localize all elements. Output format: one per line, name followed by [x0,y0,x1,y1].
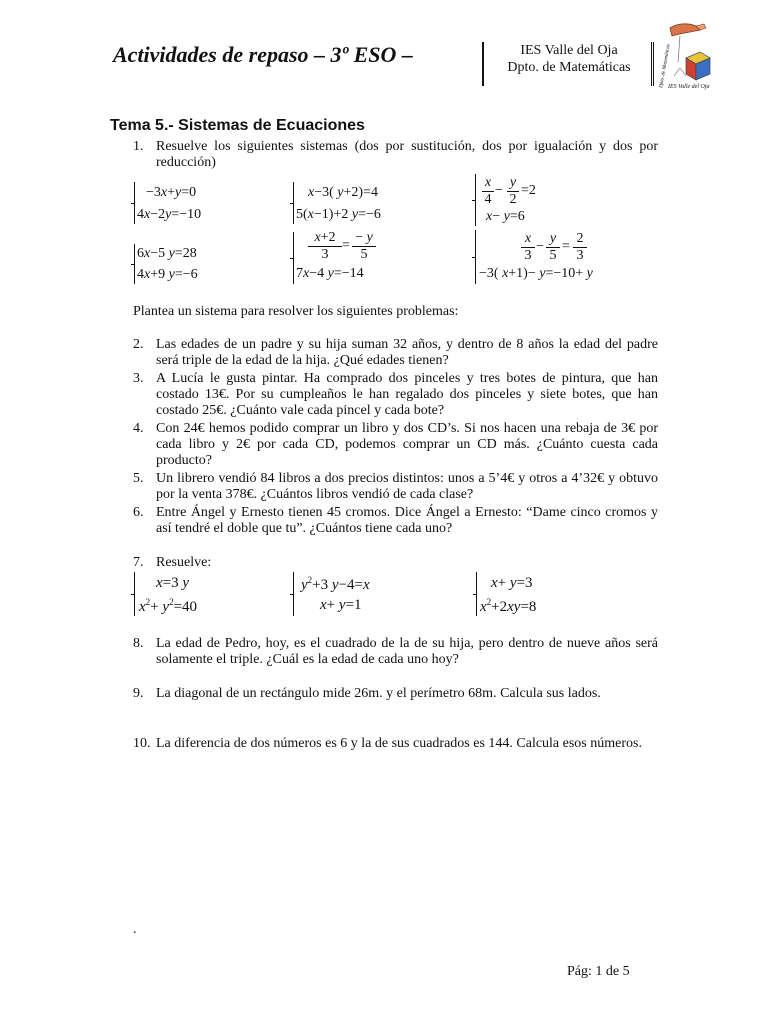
exercise-5-text: Un librero vendió 84 libros a dos precios distintos: unos a 5’4€ y otros a 4’32€ y obtuvo por la venta 378€. ¿Cuántos libros vendió de cada clase? [156,471,658,502]
system-brace [134,244,135,284]
equation: x+ y=1 [320,597,362,613]
exercise-number: 4. [133,421,144,436]
system-brace [293,182,294,224]
department-name: Dpto. de Matemáticas [507,60,631,75]
system-brace [476,572,477,616]
problems-intro: Plantea un sistema para resolver los siguientes problemas: [133,304,459,319]
system-brace [134,182,135,224]
school-name: IES Valle del Oja [520,43,618,58]
equation: x=3 y [156,575,190,591]
exercise-number: 7. [133,555,144,570]
operator: − [495,183,503,198]
fraction: $\frac{y}{2}$ [507,175,519,208]
exercise-number: 3. [133,371,144,386]
equation: −3x+y=0 [146,185,197,200]
equation: 4x+9 y=−6 [137,267,198,282]
fraction: $\frac{x}{3}$ [521,231,535,264]
exercise-1-text: Resuelve los siguientes sistemas (dos por sustitución, dos por igualación y dos por reducción) [156,139,658,170]
equation: $x^2+ y^2=40$ [139,597,198,615]
exercise-number: 2. [133,337,144,352]
operator: = [342,238,350,253]
fraction: $\frac{2}{3}$ [573,231,587,264]
header-divider [482,42,484,86]
equation: 6x−5 y=28 [137,246,197,261]
exercise-number: 1. [133,139,144,154]
department-logo [656,18,718,94]
equation: 5(x−1)+2 y=−6 [296,207,381,222]
system-brace [475,230,476,284]
exercise-number: 9. [133,686,144,701]
exercise-2-text: Las edades de un padre y su hija suman 32 años, y dentro de 8 años la edad del padre será triple de la edad de la hija. ¿Qué edades tienen? [156,337,658,368]
logo-vertical-text: Dpto. de Matemáticas [659,43,672,89]
system-brace [293,232,294,284]
fraction: $\frac{y}{5}$ [546,231,560,264]
fraction: $\frac{x+2}{3}$ [308,230,342,263]
equation: −3( x+1)− y=−10+ y [479,266,593,281]
system-brace [475,174,476,226]
equation: x−3( y+2)=4 [308,185,378,200]
exercise-10-text: La diferencia de dos números es 6 y la de sus cuadrados es 144. Calcula esos números. [156,736,642,751]
footer-dot: . [133,922,137,937]
page-number: Pág: 1 de 5 [567,964,630,979]
logo-caption: IES Valle del Oja [668,84,710,90]
equation: x+ y=3 [491,575,533,591]
operator: − [536,239,544,254]
exercise-number: 6. [133,505,144,520]
equation: $y^2+3$ y−4=x [301,575,370,593]
topic-heading: Tema 5.- Sistemas de Ecuaciones [110,117,365,134]
exercise-3-text: A Lucía le gusta pintar. Ha comprado dos pinceles y tres botes de pintura, que han costado 13€. Por su cumpleaños le han regalado dos pinceles y siete botes, que han costado 25€. ¿Cuánto vale cada pincel y cada bote? [156,371,658,418]
equation: 7x−4 y=−14 [296,266,364,281]
header-divider-double [651,42,654,86]
document-title: Actividades de repaso – 3º ESO – [113,42,413,67]
exercise-4-text: Con 24€ hemos podido comprar un libro y dos CD’s. Si nos hacen una rebaja de 3€ por cada libro y 2€ por cada CD, podemos comprar un CD más. ¿Cuánto cuesta cada producto? [156,421,658,468]
equation: $x^2+2xy=8$ [480,597,537,615]
operator: = [562,239,570,254]
fraction: $\frac{x}{4}$ [482,175,494,208]
exercise-8-text: La edad de Pedro, hoy, es el cuadrado de la de su hija, pero dentro de nueve años será solamente el triple. ¿Cuál es la edad de cada uno hoy? [156,636,658,667]
exercise-9-text: La diagonal de un rectángulo mide 26m. y el perímetro 68m. Calcula sus lados. [156,686,601,701]
system-brace [293,572,294,616]
exercise-number: 8. [133,636,144,651]
fraction: $\frac{- y}{5}$ [352,230,376,263]
operator: =2 [521,183,536,198]
page-header [0,0,768,110]
exercise-6-text: Entre Ángel y Ernesto tienen 45 cromos. Dice Ángel a Ernesto: “Dame cinco cromos y así tendré el doble que tu”. ¿Cuántos tiene cada uno? [156,505,658,536]
exercise-7-text: Resuelve: [156,555,212,570]
equation: 4x−2y=−10 [137,207,202,222]
exercise-number: 10. [133,736,151,751]
system-brace [134,572,135,616]
equation: x− y=6 [486,209,525,224]
exercise-number: 5. [133,471,144,486]
school-info [494,42,644,76]
